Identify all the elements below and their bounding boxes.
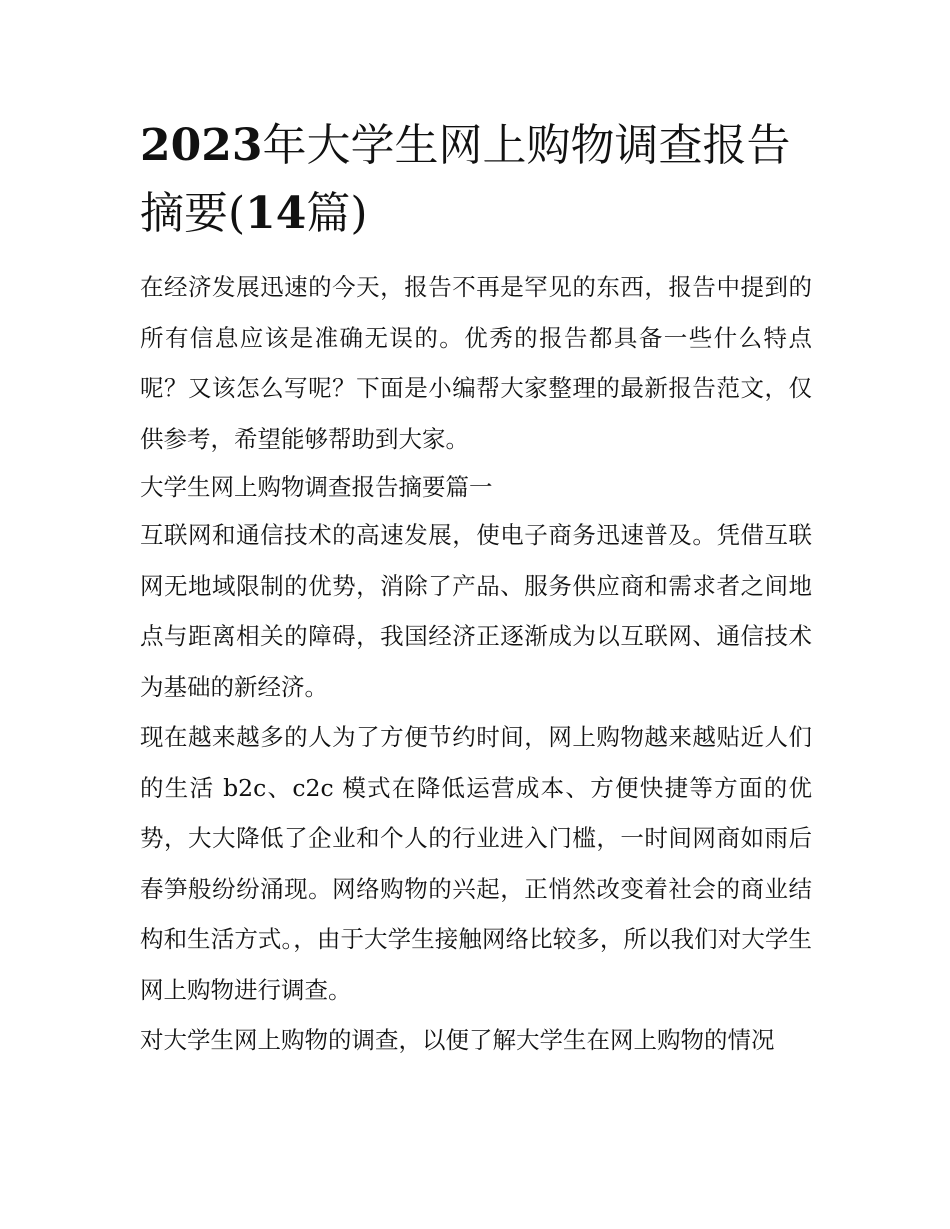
title-count: 14 [245,188,307,239]
title-year: 2023 [140,120,263,171]
document-page [140,112,812,1066]
document-title [140,112,812,248]
body-paragraph-3: 对大学生网上购物的调查，以便了解大学生在网上购物的情况 [140,1026,775,1054]
title-suffix: 篇) [306,188,368,239]
section-heading: 大学生网上购物调查报告摘要篇一 [140,473,493,501]
body-paragraph-1: 互联网和通信技术的高速发展，使电子商务迅速普及。凭借互联网无地域限制的优势，消除了产品、服务供应商和需求者之间地点与距离相关的障碍，我国经济正逐渐成为以互联网、通信技术为基础的新经济。 [140,521,812,701]
body-paragraph-2: 现在越来越多的人为了方便节约时间，网上购物越来越贴近人们的生活 b2c、c2c 模式在降低运营成本、方便快捷等方面的优势，大大降低了企业和个人的行业进入门槛，一时间网商如雨后春笋般纷纷涌现。网络购物的兴起，正悄然改变着社会的商业结构和生活方式。，由于大学生接触网络比较多，所以我们对大学生网上购物进行调查。 [140,723,812,1004]
title-text: 年大学生网上购物调查报告摘要( [140,120,791,239]
intro-paragraph: 在经济发展迅速的今天，报告不再是罕见的东西，报告中提到的所有信息应该是准确无误的。优秀的报告都具备一些什么特点呢？又该怎么写呢？下面是小编帮大家整理的最新报告范文，仅供参考，希望能够帮助到大家。 [140,273,812,453]
